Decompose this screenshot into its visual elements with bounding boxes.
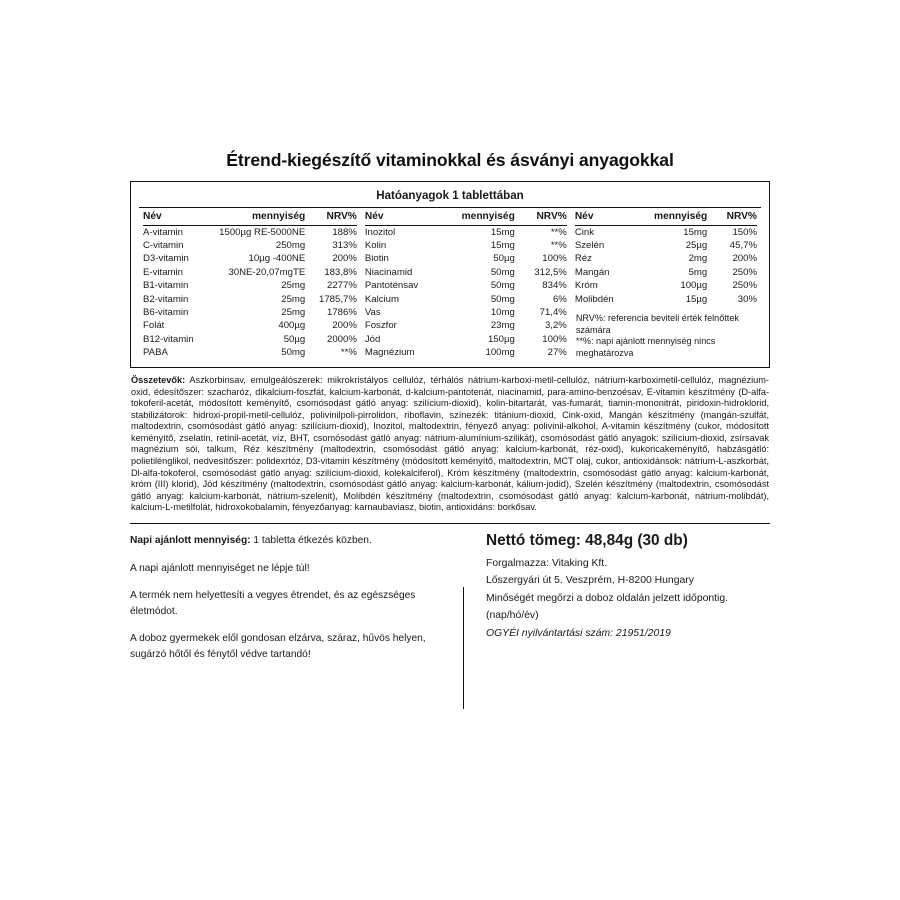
nutrition-table-2 [365,210,567,360]
table-row: C-vitamin 250mg 313% [143,239,357,251]
warning-not-substitute: A termék nem helyettesíti a vegyes étrendet, és az egészséges életmódot. [130,590,416,617]
col-header-amount: mennyiség [439,210,522,226]
ingredients-text: Aszkorbinsav, emulgeálószerek: mikrokristályos cellulóz, térhálós nátrium-karboxi-metil-cellulóz, nátrium-karboximetil-cellulóz, magnézium-oxid, édesítőszer: szacharóz, dikalcium-foszfát, kalcium-karbonát, d-kalcium-pantotenát, niacinamid, para-amino-benzoésav, E-vitamin készítmény (D-alfa-tokoferil-acetát, módosított keményítő, csomósodást gátló anyag: szilícium-dioxid), kolin-bitartarát, vas-fumarát, tiamin-mononitrát, piridoxin-hidroklorid, stabilizátorok: hidroxi-propil-metil-cellulóz, polivinilpoli-pirrolidon, riboflavin, színezék: titánium-dioxid, Cink-oxid, Mangán készítmény (mangán-szulfát, maltodextrin, csomósodást gátló anyag: szilícium-dioxid), Inozitol, maltodextrin, fényező anyag: polivinil-alkohol, A-vitamin készítmény (cukor, módosított keményítő, zselatin, retinil-acetát, víz, BHT, csomósodást gátló anyag: nátrium-alumínium-szilikát), csomósodást gátló anyagok: szilícium-dioxid, zsírsavak magnézium sói, talkum, Réz készítmény (maltodextrin, csomósodást gátló anyag: kalcium-karbonát, réz-oxid), kukoricakeményítő, habzásgátló: polietilénglikol, nedvesítőszer: polidexrtóz, D3-vitamin készítmény (módosított keményítő, maltodextrin, MCT olaj, cukor, antioxidánsok: nátrium-L-aszkorbát, Dl-alfa-tokoferol, csomósodást gátló anyag: szilícium-dioxid, kolekalciferol), Króm készítmény (maltodextrin, csomósodást gátló anyag: kalcium-karbonát, króm (III) klorid), Jód készítmény (maltodextrin, csomósodást gátló anyag: kalcium-karbonát, kálium-jodid), Szelén készítmény (maltodextrin, csomósodást gátló anyag: kalcium-karbonát, nátrium-szelenit), Molibdén készítmény (maltodextrin, csomósodást gátló anyag: kalcium-karbonát, nátrium-molibdát), kalcium-L-metilfolát, hidroxokobalamin, fényezőanyag: karnaubaviasz, biotin, antioxidáns: borkősav. [131,374,769,513]
col-header-name: Név [365,210,439,226]
warning-do-not-exceed: A napi ajánlott mennyiséget ne lépje túl! [130,562,310,574]
table-row: PABA 50mg **% [143,347,357,359]
table-row: Jód 150µg 100% [364,333,567,345]
table-row: Króm 100µg 250% [574,280,757,292]
table-row: B2-vitamin 25mg 1785,7% [143,293,357,305]
table-row: Kolin 15mg **% [364,239,567,251]
nutrition-grid [139,207,761,360]
table-caption: Hatóanyagok 1 tablettában [376,189,524,202]
table-row: Niacinamid 50mg 312,5% [364,266,567,278]
nutrition-column-2 [361,210,571,360]
daily-dose-label: Napi ajánlott mennyiség: [130,535,251,547]
table-row: B12-vitamin 50µg 2000% [143,333,357,345]
table-row: Folát 400µg 200% [143,320,357,332]
table-footnotes [575,313,757,359]
net-weight: Nettó tömeg: 48,84g (30 db) [486,532,688,550]
usage-block [130,533,474,662]
daily-dose-value: 1 tabletta étkezés közben. [250,535,372,547]
supplement-label [130,150,770,662]
table-row: E-vitamin 30NE-20,07mgTE 183,8% [143,266,357,278]
ogyei-registration: OGYÉI nyilvántartási szám: 21951/2019 [486,627,671,639]
ingredients-label: Összetevők: [131,374,186,385]
address: Lőszergyári út 5. Veszprém, H-8200 Hungary [486,575,694,587]
distributor: Forgalmazza: Vitaking Kft. [486,557,608,569]
company-block [474,533,770,662]
table-row: Kalcium 50mg 6% [364,293,567,305]
nutrition-table-1 [143,210,357,360]
nutrition-table-3 [575,210,757,306]
ingredients-section [130,375,770,524]
bottom-section [130,533,770,662]
nutrition-column-1 [139,210,361,360]
table-row: Biotin 50µg 100% [364,253,567,265]
table-row: Szelén 25µg 45,7% [574,239,757,251]
col-header-nrv: NRV% [312,210,357,226]
bottom-vertical-divider [463,587,464,709]
expiry-note: Minőségét megőrzi a doboz oldalán jelzett időpontig. [486,592,729,604]
page-title: Étrend-kiegészítő vitaminokkal és ásványi anyagokkal [226,150,674,170]
table-row: Molibdén 15µg 30% [574,293,757,305]
table-row: Inozitol 15mg **% [364,226,567,238]
table-row: B6-vitamin 25mg 1786% [143,306,357,318]
table-row: Cink 15mg 150% [574,226,757,238]
expiry-format: (nap/hó/év) [486,610,539,622]
warning-storage: A doboz gyermekek elől gondosan elzárva, száraz, hűvös helyen, sugárzó hőtől és fénytől védve tartandó! [130,633,426,660]
table-row: Vas 10mg 71,4% [364,306,567,318]
table-row: Pantoténsav 50mg 834% [364,280,567,292]
col-header-amount: mennyiség [630,210,715,226]
table-row: D3-vitamin 10µg -400NE 200% [143,253,357,265]
col-header-name: Név [143,210,203,226]
col-header-amount: mennyiség [203,210,313,226]
nutrition-table-box [130,181,770,368]
table-row: Magnézium 100mg 27% [364,347,567,359]
col-header-name: Név [575,210,630,226]
table-row: B1-vitamin 25mg 2277% [143,280,357,292]
table-row: Réz 2mg 200% [574,253,757,265]
col-header-nrv: NRV% [522,210,567,226]
footnote-star: **%: napi ajánlott mennyiség nincs meghatározva [575,336,716,358]
nutrition-column-3 [571,210,761,360]
footnote-nrv: NRV%: referencia beviteli érték felnőttek számára [575,313,739,335]
table-row: Mangán 5mg 250% [574,266,757,278]
table-row: Foszfor 23mg 3,2% [364,320,567,332]
col-header-nrv: NRV% [714,210,757,226]
table-row: A-vitamin 1500µg RE-5000NE 188% [143,226,357,238]
daily-dose-line [130,533,462,549]
